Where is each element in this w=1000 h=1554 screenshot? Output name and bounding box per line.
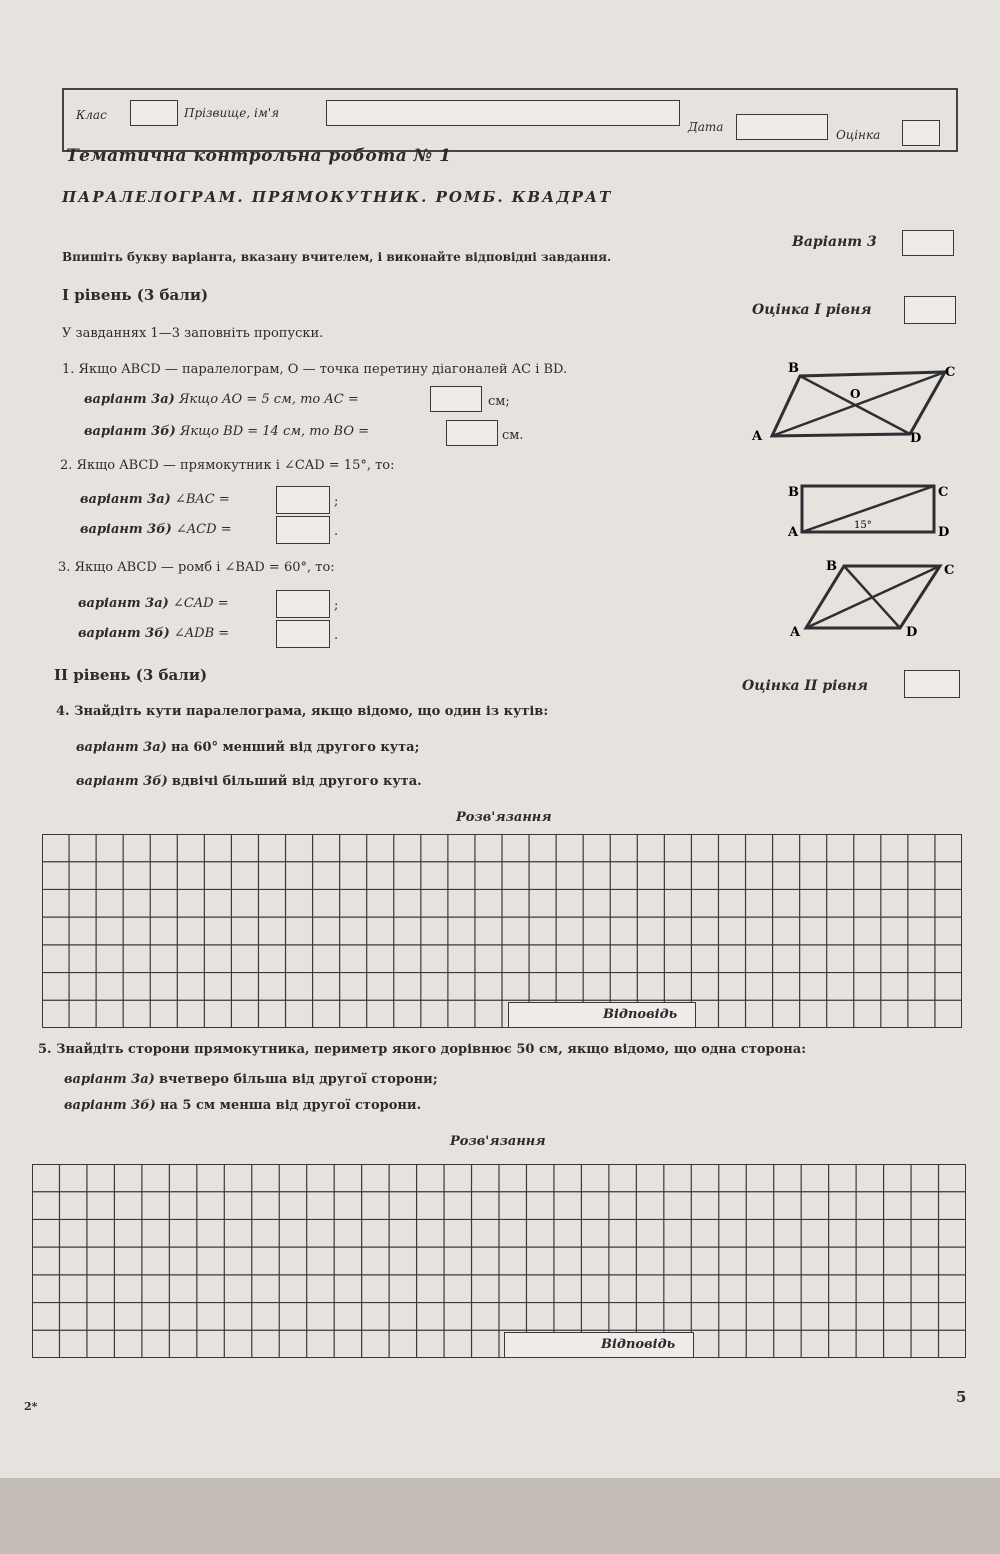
level2-title: ІІ рівень (3 бали)	[54, 666, 208, 684]
class-label: Клас	[76, 108, 107, 122]
fig2-angle-label: 15°	[854, 520, 872, 531]
task4-variant-b-text: вдвічі більший від другого кута.	[171, 774, 422, 789]
level1-grade-field[interactable]	[904, 296, 956, 324]
parallelogram-figure	[751, 361, 955, 446]
task4-text: 4. Знайдіть кути паралелограма, якщо відомо, що один із кутів:	[56, 704, 549, 719]
task2-variant-a-label: варіант 3а)	[80, 492, 171, 507]
name-field[interactable]	[326, 100, 680, 126]
task5-solution-grid[interactable]	[32, 1164, 966, 1358]
fig2-label-a: A	[788, 525, 799, 540]
variant-label: Варіант 3	[792, 234, 877, 250]
task5-answer-label: Відповідь	[601, 1337, 676, 1352]
instruction-text: Впишіть букву варіанта, вказану вчителем, і виконайте відповідні завдання.	[62, 250, 612, 264]
name-label: Прізвище, ім'я	[184, 106, 280, 120]
task2-end-b: .	[334, 524, 339, 539]
task3-answer-a[interactable]	[276, 590, 330, 618]
page-subtitle: ПАРАЛЕЛОГРАМ. ПРЯМОКУТНИК. РОМБ. КВАДРАТ	[62, 188, 613, 206]
task2-answer-b[interactable]	[276, 516, 330, 544]
task2-text: 2. Якщо ABCD — прямокутник і ∠CAD = 15°, то:	[60, 458, 395, 473]
task5-solution-label: Розв'язання	[450, 1134, 546, 1149]
task5-grid-lines	[32, 1164, 966, 1358]
task1-variant-a-text: Якщо AO = 5 см, то AC =	[178, 392, 359, 407]
date-label: Дата	[688, 120, 724, 134]
fig1-label-b: B	[788, 361, 799, 376]
task3-variant-a-text: ∠CAD =	[172, 596, 229, 611]
task3-variant-b-text: ∠ADB =	[173, 626, 230, 641]
fig1-label-c: C	[945, 365, 956, 380]
fig3-label-d: D	[906, 625, 918, 640]
task3-answer-b[interactable]	[276, 620, 330, 648]
task4-solution-label: Розв'язання	[456, 810, 552, 825]
date-field[interactable]	[736, 114, 828, 140]
task3-end-a: ;	[334, 598, 339, 613]
task5-answer-box[interactable]	[504, 1332, 694, 1358]
task1-answer-b[interactable]	[446, 420, 498, 446]
fig3-label-c: C	[944, 563, 955, 578]
task5-variant-a-label: варіант 3а)	[64, 1072, 155, 1087]
task4-solution-grid[interactable]	[42, 834, 962, 1028]
page-title: Тематична контрольна робота № 1	[66, 146, 452, 166]
task3-end-b: .	[334, 628, 339, 643]
task5-variant-b-label: варіант 3б)	[64, 1098, 156, 1113]
task4-answer-box[interactable]	[508, 1002, 696, 1028]
task2-variant-b-label: варіант 3б)	[80, 522, 172, 537]
level1-grade-label: Оцінка І рівня	[752, 302, 872, 318]
student-info-header	[62, 88, 958, 152]
task4-variant-b-label: варіант 3б)	[76, 774, 168, 789]
fig3-label-a: A	[790, 625, 801, 640]
fig1-label-o: O	[850, 387, 861, 401]
fig1-label-d: D	[910, 431, 922, 446]
rectangle-figure	[787, 485, 949, 540]
variant-field[interactable]	[902, 230, 954, 256]
footer-signature-mark: 2*	[24, 1400, 38, 1413]
grade-field[interactable]	[902, 120, 940, 146]
task2-variant-a-text: ∠BAC =	[174, 492, 230, 507]
task2-variant-b-text: ∠ACD =	[175, 522, 232, 537]
fig2-label-c: C	[938, 485, 949, 500]
task1-text: 1. Якщо ABCD — паралелограм, O — точка перетину діагоналей AC і BD.	[62, 362, 568, 377]
task4-variant-a-text: на 60° менший від другого кута;	[170, 740, 420, 755]
task4-grid-lines	[42, 834, 962, 1028]
task3-variant-b-label: варіант 3б)	[78, 626, 170, 641]
page-number: 5	[956, 1388, 967, 1406]
task5-text: 5. Знайдіть сторони прямокутника, периметр якого дорівнює 50 см, якщо відомо, що одна сторона:	[38, 1042, 807, 1057]
level1-title: І рівень (3 бали)	[62, 286, 209, 304]
fig1-label-a: A	[752, 429, 763, 444]
task1-answer-a[interactable]	[430, 386, 482, 412]
level1-intro: У завданнях 1—3 заповніть пропуски.	[62, 326, 324, 341]
task4-answer-label: Відповідь	[603, 1007, 678, 1022]
task3-variant-a-label: варіант 3а)	[78, 596, 169, 611]
table-background	[0, 1478, 1000, 1554]
task1-variant-a-label: варіант 3а)	[84, 392, 175, 407]
task2-end-a: ;	[334, 494, 339, 509]
task4-variant-a-label: варіант 3а)	[76, 740, 167, 755]
task1-unit-a: см;	[488, 394, 510, 409]
level2-grade-label: Оцінка ІІ рівня	[742, 678, 869, 694]
task3-text: 3. Якщо ABCD — ромб і ∠BAD = 60°, то:	[58, 560, 335, 575]
class-field[interactable]	[130, 100, 178, 126]
task1-variant-b-label: варіант 3б)	[84, 424, 176, 439]
fig3-label-b: B	[826, 559, 837, 574]
grade-label: Оцінка	[836, 128, 881, 142]
fig2-label-d: D	[938, 525, 950, 540]
task1-variant-b-text: Якщо BD = 14 см, то BO =	[179, 424, 370, 439]
task5-variant-a-text: вчетверо більша від другої сторони;	[158, 1072, 438, 1087]
task5-variant-b-text: на 5 см менша від другої сторони.	[159, 1098, 422, 1113]
fig2-label-b: B	[788, 485, 799, 500]
geometry-figures	[740, 356, 970, 656]
task2-answer-a[interactable]	[276, 486, 330, 514]
rhombus-figure	[789, 559, 954, 640]
level2-grade-field[interactable]	[904, 670, 960, 698]
task1-unit-b: см.	[502, 428, 524, 443]
